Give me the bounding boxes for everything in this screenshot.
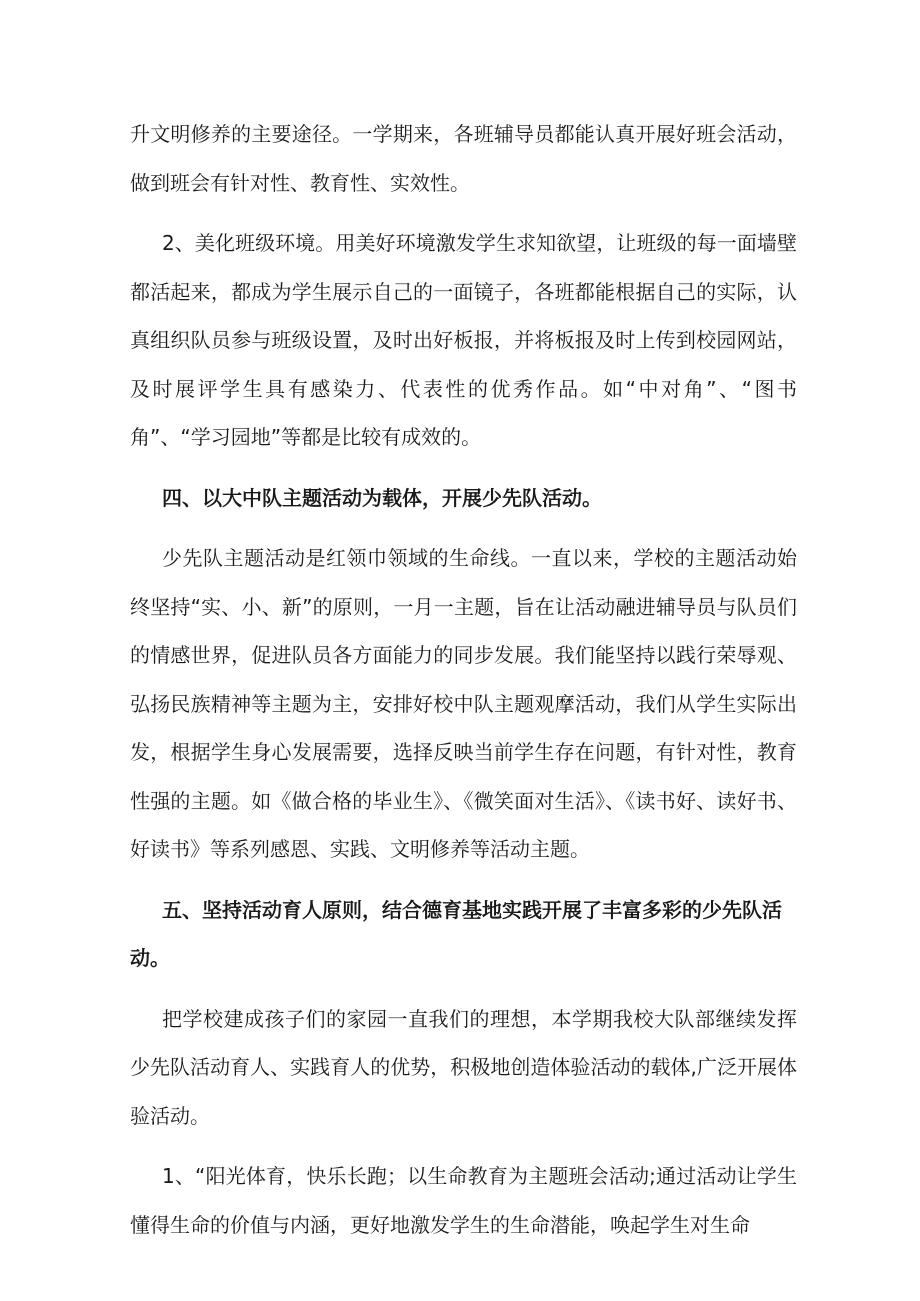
- paragraph-gap: [130, 874, 797, 886]
- paragraph-gap: [130, 983, 797, 995]
- paragraph-gap: [130, 1140, 797, 1152]
- paragraph-sunshine-sports: 1、“阳光体育，快乐长跑；以生命教育为主题班会活动;通过活动让学生懂得生命的价值与内涵，更好地激发学生的生命潜能，唤起学生对生命: [130, 1164, 797, 1237]
- paragraph-class-meeting-continued: 升文明修养的主要途径。一学期来，各班辅导员都能认真开展好班会活动，做到班会有针对性、教育性、实效性。: [130, 122, 797, 195]
- paragraph-school-as-home: 把学校建成孩子们的家园一直我们的理想，本学期我校大队部继续发挥少先队活动育人、实践育人的优势，积极地创造体验活动的载体,广泛开展体验活动。: [130, 1006, 797, 1128]
- section-heading-four: 四、以大中队主题活动为载体，开展少先队活动。: [162, 485, 602, 510]
- paragraph-gap: [130, 522, 797, 534]
- paragraph-theme-activities: 少先队主题活动是红领巾领域的生命线。一直以来，学校的主题活动始终坚持“实、小、新”的原则，一月一主题，旨在让活动融进辅导员与队员们的情感世界，促进队员各方面能力的同步发展。我们能坚持以践行荣辱观、弘扬民族精神等主题为主，安排好校中队主题观摩活动，我们从学生实际出发，根据学生身心发展需要，选择反映当前学生存在问题，有针对性，教育性强的主题。如《做合格的毕业生》、《微笑面对生活》、《读书好、读好书、好读书》等系列感恩、实践、文明修养等活动主题。: [130, 546, 797, 861]
- paragraph-beautify-class-environment: 2、美化班级环境。用美好环境激发学生求知欲望，让班级的每一面墙壁都活起来，都成为学生展示自己的一面镜子，各班都能根据自己的实际，认真组织队员参与班级设置，及时出好板报，并将板报及时上传到校园网站，及时展评学生具有感染力、代表性的优秀作品。如“中对角”、“图书角”、“学习园地”等都是比较有成效的。: [130, 231, 797, 449]
- paragraph-gap: [130, 207, 797, 219]
- section-heading-five: 五、坚持活动育人原则，结合德育基地实践开展了丰富多彩的少先队活动。: [130, 897, 782, 970]
- document-body: [130, 110, 797, 1249]
- paragraph-gap: [130, 462, 797, 474]
